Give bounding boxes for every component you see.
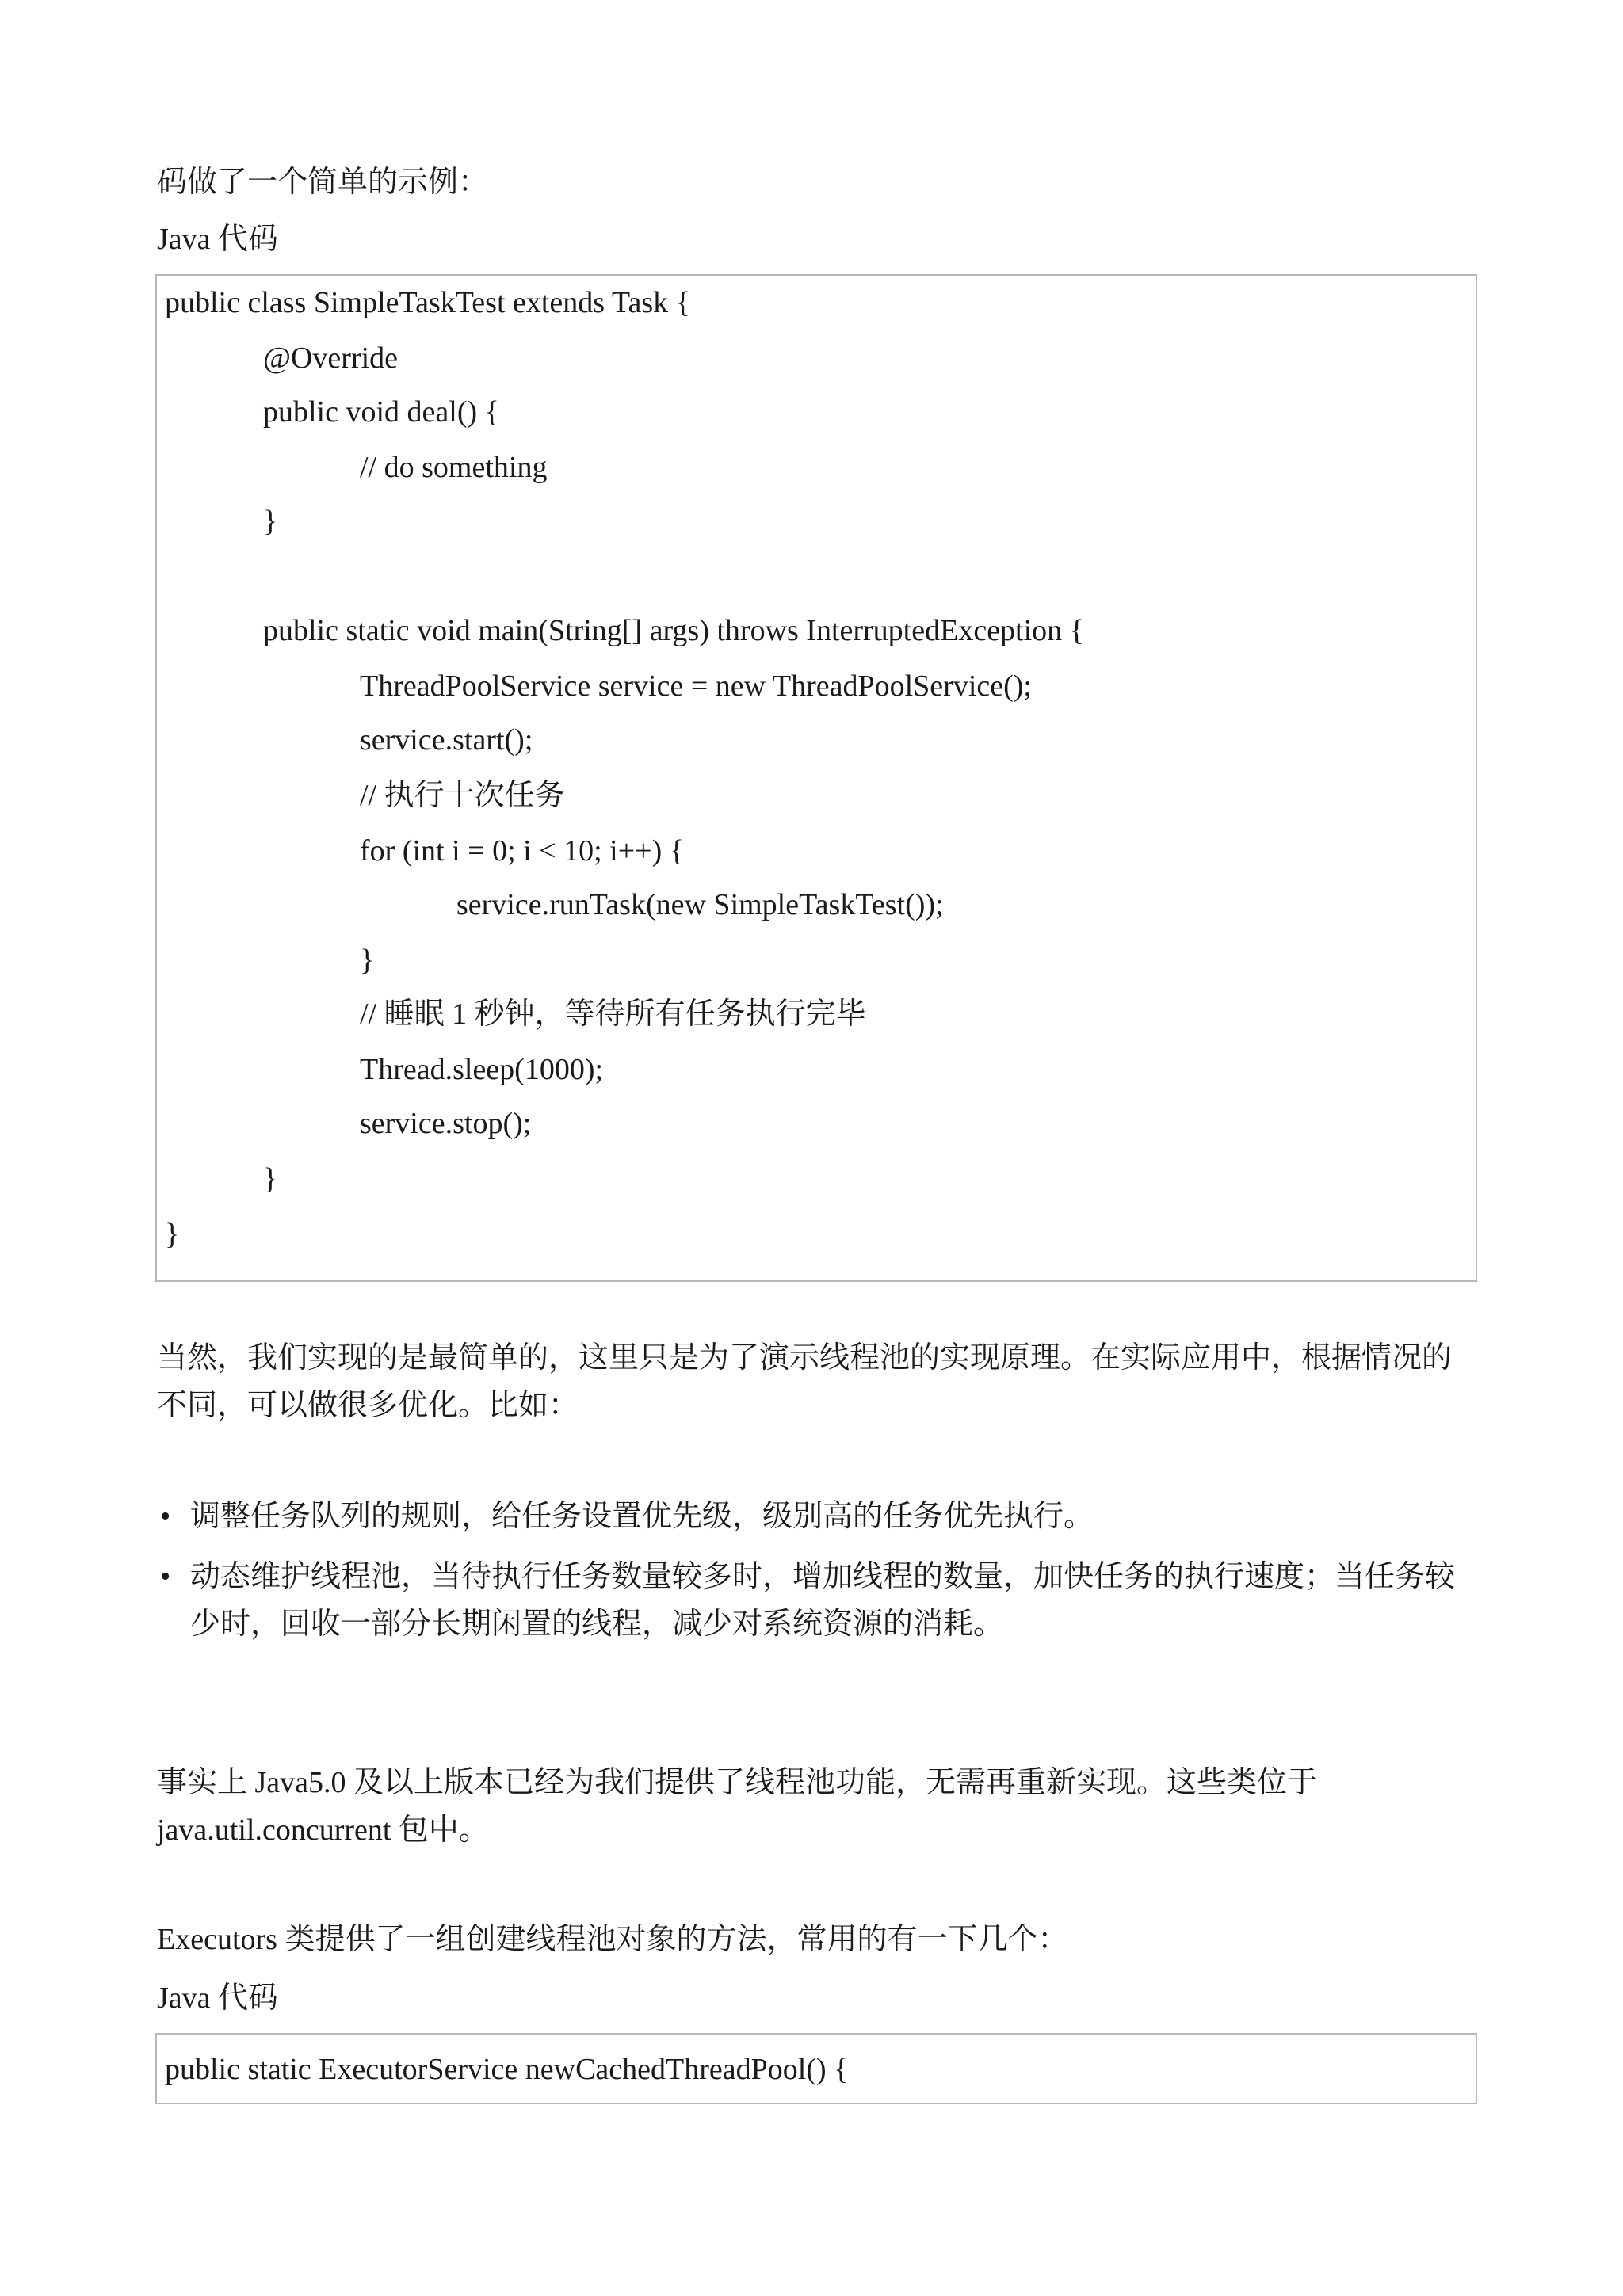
code-line: public class SimpleTaskTest extends Task { bbox=[165, 286, 690, 319]
code-line: // do something bbox=[360, 451, 548, 484]
intro-line: 码做了一个简单的示例： bbox=[157, 166, 489, 199]
code-line: } bbox=[263, 505, 278, 538]
code-line: service.runTask(new SimpleTaskTest()); bbox=[456, 888, 944, 921]
paragraph-3: Executors 类提供了一组创建线程池对象的方法，常用的有一下几个： bbox=[157, 1923, 1068, 1956]
code-line: } bbox=[360, 944, 375, 977]
paragraph-2: 事实上 Java5.0 及以上版本已经为我们提供了线程池功能，无需再重新实现。这些类位于 java.util.concurrent 包中。 bbox=[157, 1766, 1318, 1847]
code-block-1 bbox=[155, 274, 1477, 1282]
bullet-icon: • bbox=[160, 1560, 171, 1593]
list-item-text: 动态维护线程池，当待执行任务数量较多时，增加线程的数量，加快任务的执行速度；当任务较少时，回收一部分长期闲置的线程，减少对系统资源的消耗。 bbox=[190, 1560, 1456, 1641]
code-line: } bbox=[165, 1218, 180, 1251]
code-line: public static ExecutorService newCachedThreadPool() { bbox=[165, 2053, 849, 2086]
paragraph-1: 当然，我们实现的是最简单的，这里只是为了演示线程池的实现原理。在实际应用中，根据情况的不同，可以做很多优化。比如： bbox=[157, 1341, 1453, 1422]
list-item-text: 调整任务队列的规则，给任务设置优先级，级别高的任务优先执行。 bbox=[190, 1500, 1094, 1533]
code-line: public static void main(String[] args) throws InterruptedException { bbox=[263, 614, 1084, 647]
code-line: Thread.sleep(1000); bbox=[360, 1053, 604, 1086]
code-line: service.start(); bbox=[360, 723, 533, 757]
code-line: } bbox=[263, 1162, 278, 1196]
code-block-2 bbox=[155, 2033, 1477, 2104]
code-line: // 执行十次任务 bbox=[360, 779, 565, 812]
code-line: // 睡眠 1 秒钟，等待所有任务执行完毕 bbox=[360, 997, 866, 1031]
code-line: ThreadPoolService service = new ThreadPoolService(); bbox=[360, 669, 1032, 703]
code-line: service.stop(); bbox=[360, 1107, 532, 1140]
code-line: @Override bbox=[263, 341, 399, 375]
code-line: for (int i = 0; i < 10; i++) { bbox=[360, 834, 684, 868]
list-item bbox=[157, 1553, 1480, 1648]
bullet-list bbox=[157, 1493, 1480, 1661]
code-label-1: Java 代码 bbox=[157, 223, 279, 256]
bullet-icon: • bbox=[160, 1500, 171, 1533]
code-label-2: Java 代码 bbox=[157, 1981, 279, 2015]
list-item bbox=[157, 1493, 1480, 1540]
code-line: public void deal() { bbox=[263, 395, 499, 429]
